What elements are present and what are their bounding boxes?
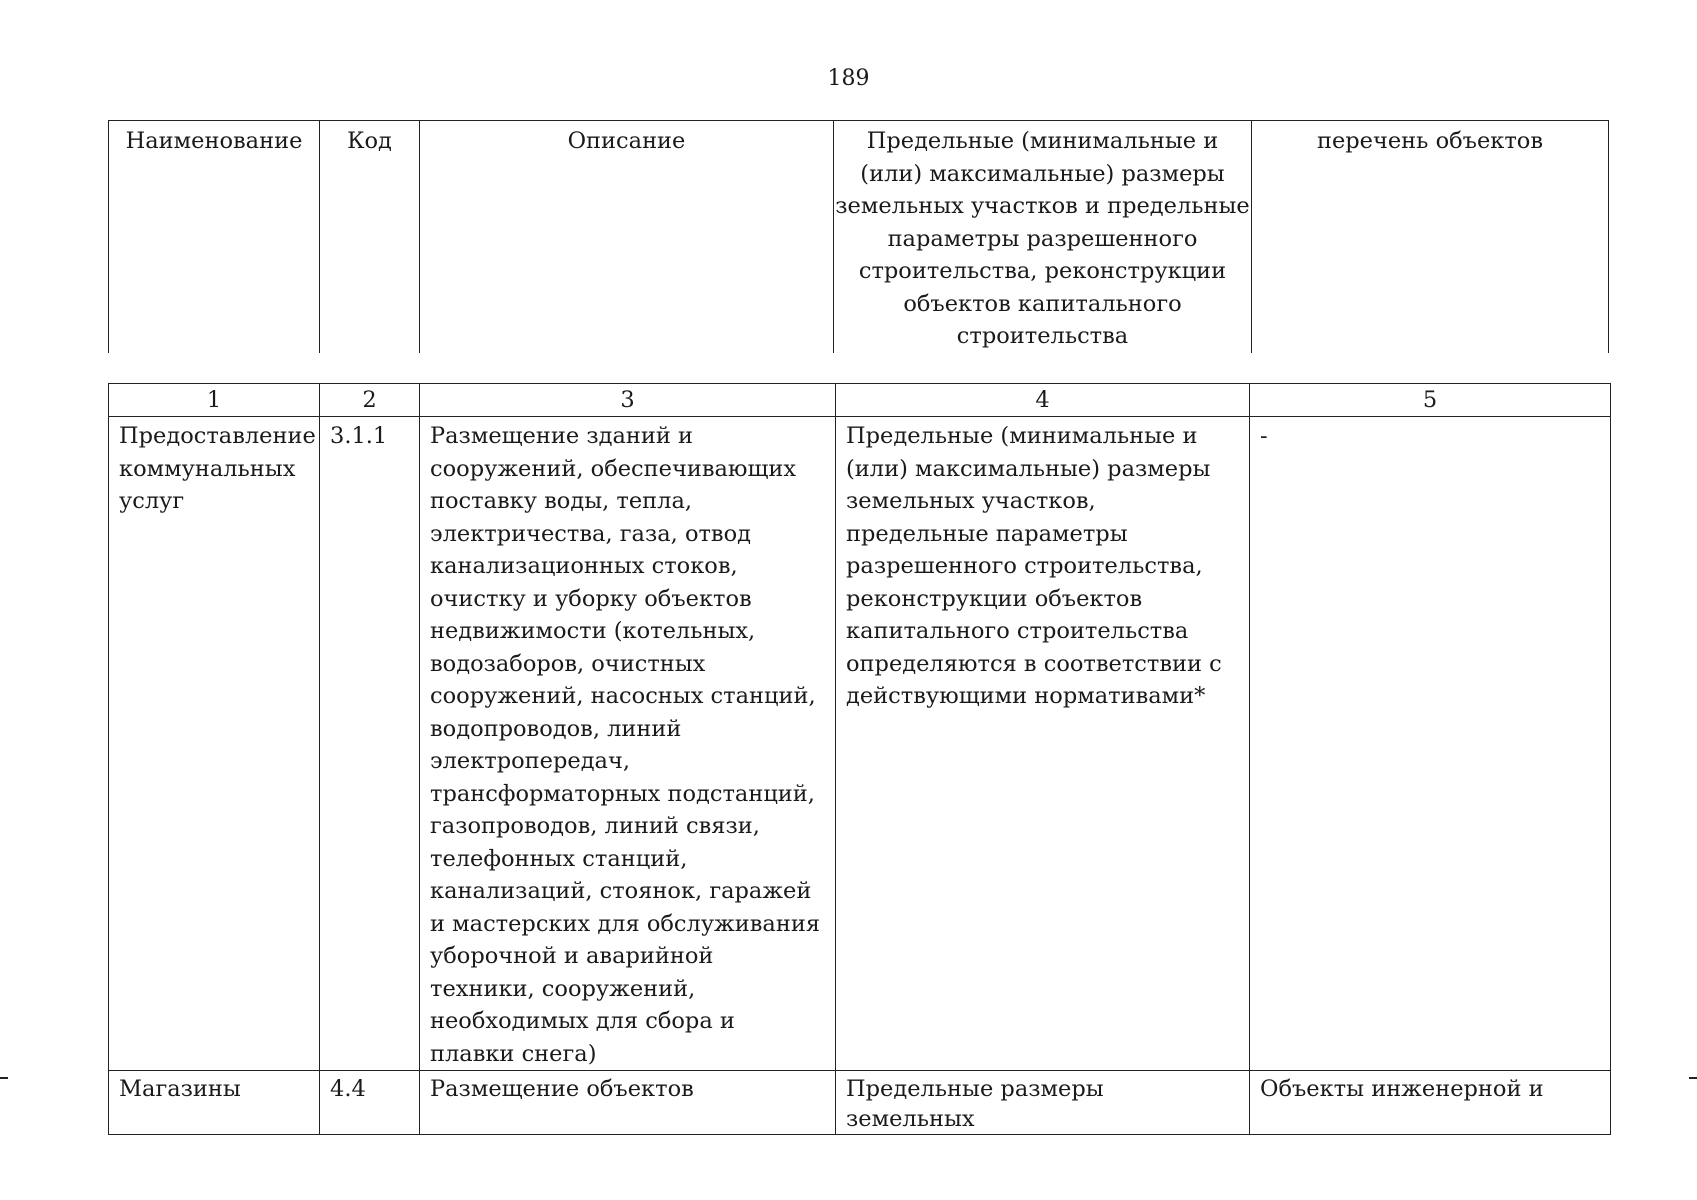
column-number-row	[109, 384, 1611, 417]
header-code: Код	[320, 121, 420, 353]
row-code: 4.4	[320, 1071, 420, 1135]
column-number: 2	[320, 384, 420, 417]
header-limits: Предельные (минимальные и (или) максимальные) размеры земельных участков и предельные параметры разрешенного строительства, реконструкции объектов капитального строительства	[834, 121, 1252, 353]
header-row	[109, 121, 1609, 353]
row-description: Размещение зданий и сооружений, обеспечивающих поставку воды, тепла, электричества, газа, отвод канализационных стоков, очистку и уборку объектов недвижимости (котельных, водозаборов, очистных сооружений, насосных станций, водопроводов, линий электропередач, трансформаторных подстанций, газопроводов, линий связи, телефонных станций, канализаций, стоянок, гаражей и мастерских для обслуживания уборочной и аварийной техники, сооружений, необходимых для сбора и плавки снега)	[420, 417, 836, 1071]
column-number: 5	[1250, 384, 1611, 417]
row-name: Предоставление коммунальных услуг	[109, 417, 320, 1071]
left-edge-mark	[0, 1077, 8, 1079]
row-name: Магазины	[109, 1071, 320, 1135]
column-number: 1	[109, 384, 320, 417]
table-row	[109, 1071, 1611, 1135]
header-table	[108, 120, 1609, 353]
body-table	[108, 383, 1611, 1135]
table-row	[109, 417, 1611, 1071]
right-edge-mark	[1689, 1077, 1697, 1079]
row-objects: -	[1250, 417, 1611, 1071]
column-number: 4	[836, 384, 1250, 417]
header-description: Описание	[420, 121, 834, 353]
row-description: Размещение объектов	[420, 1071, 836, 1135]
row-objects: Объекты инженерной и	[1250, 1071, 1611, 1135]
row-limits: Предельные размеры земельных	[836, 1071, 1250, 1135]
page-number: 189	[827, 66, 870, 91]
header-name: Наименование	[109, 121, 320, 353]
header-objects: перечень объектов	[1252, 121, 1609, 353]
row-code: 3.1.1	[320, 417, 420, 1071]
row-limits: Предельные (минимальные и (или) максимальные) размеры земельных участков, предельные параметры разрешенного строительства, реконструкции объектов капитального строительства определяются в соответствии с действующими нормативами*	[836, 417, 1250, 1071]
column-number: 3	[420, 384, 836, 417]
